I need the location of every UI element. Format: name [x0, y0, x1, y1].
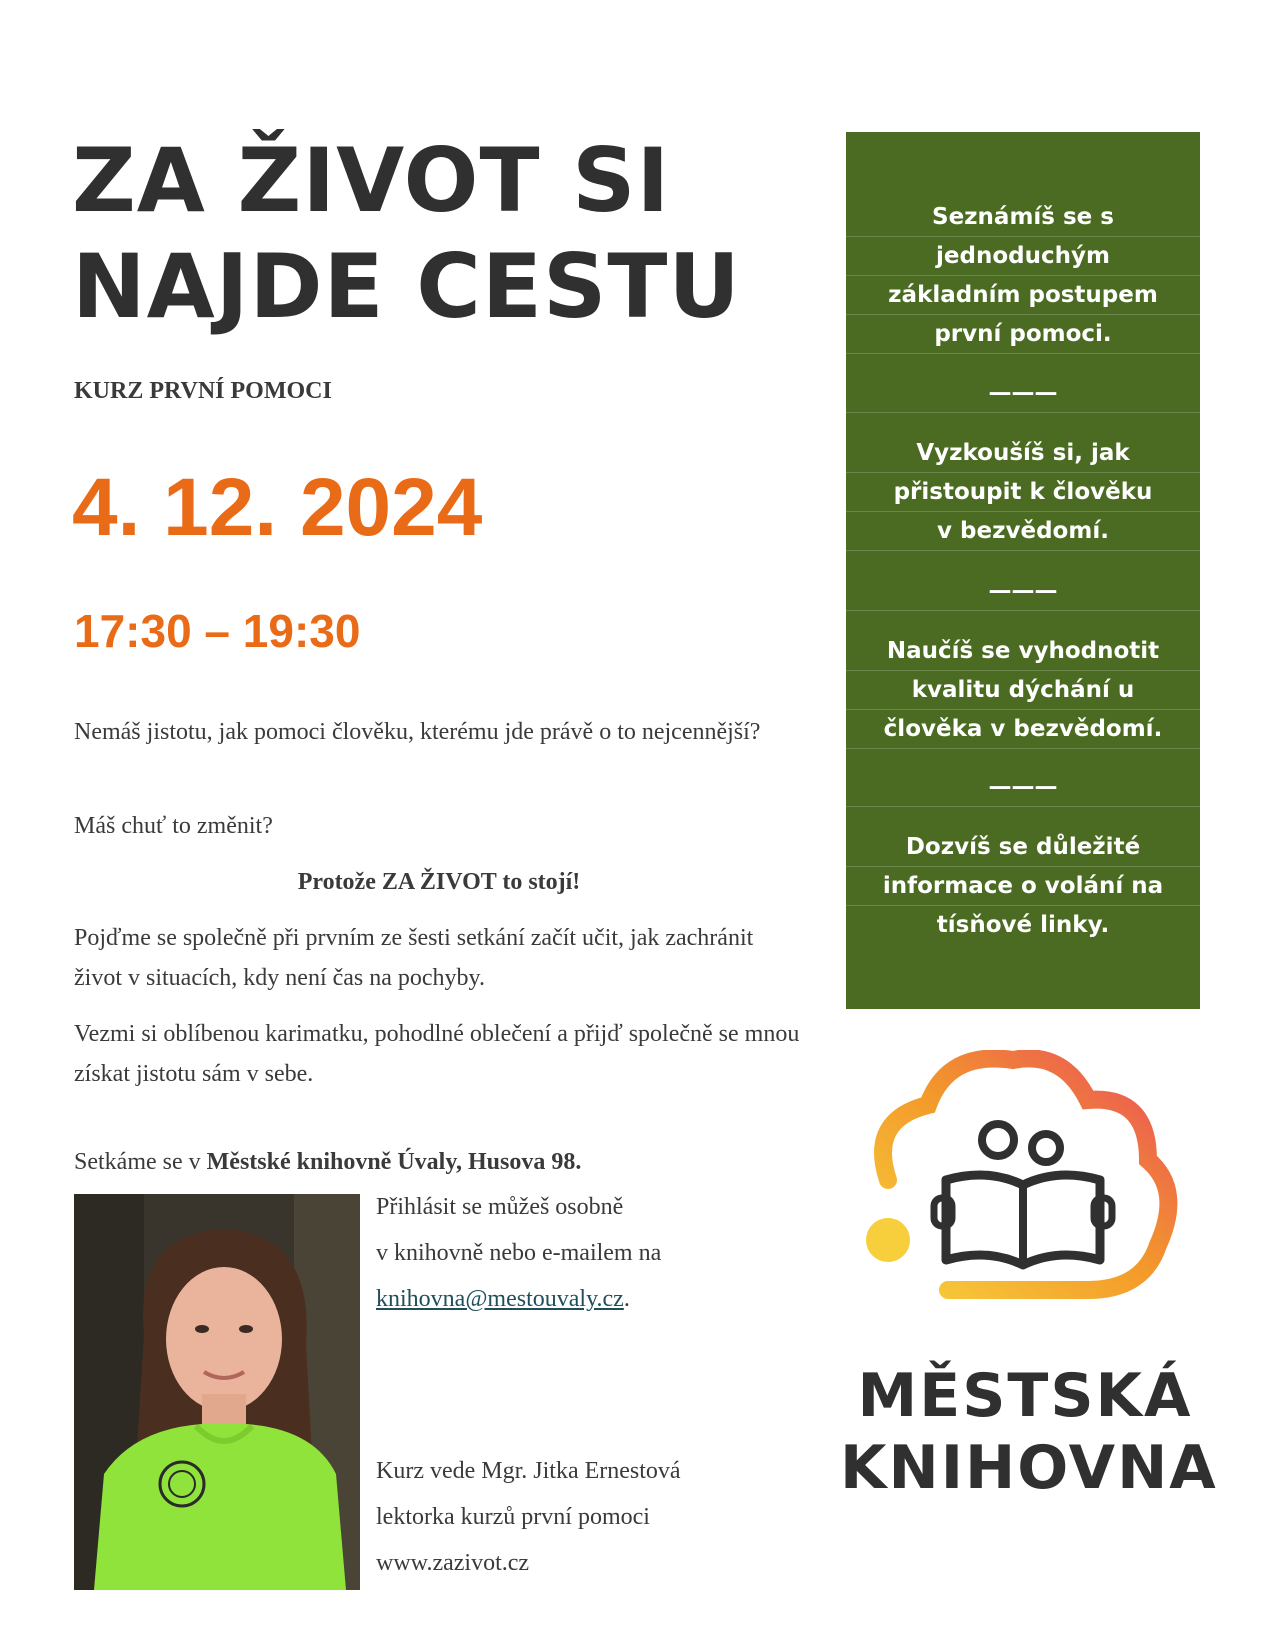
intro-highlight: Protože ZA ŽIVOT to stojí!: [297, 869, 581, 895]
benefit-row: v bezvědomí.: [846, 512, 1200, 551]
library-logo-text: [840, 1360, 1218, 1504]
logo-line-1: MĚSTSKÁ: [857, 1361, 1193, 1431]
email-suffix: .: [623, 1286, 630, 1312]
intro-paragraph-5: Vezmi si oblíbenou karimatku, pohodlné oblečení a přijď společně se mnou získat jistotu sám v sebe.: [74, 1021, 800, 1087]
lecturer-line-2: lektorka kurzů první pomoci: [376, 1504, 650, 1530]
headline-line-1: ZA ŽIVOT SI: [72, 129, 671, 232]
benefit-row: Naučíš se vyhodnotit: [846, 632, 1200, 671]
headline-line-2: NAJDE CESTU: [72, 235, 741, 338]
benefit-row: jednoduchým: [846, 237, 1200, 276]
registration-line-1: Přihlásit se můžeš osobně: [376, 1194, 624, 1220]
lecturer-photo: [74, 1194, 360, 1590]
intro-paragraph-1: Nemáš jistotu, jak pomoci člověku, kterému jde právě o to nejcennější?: [74, 719, 761, 745]
benefit-row: Dozvíš se důležité: [846, 828, 1200, 867]
email-link[interactable]: knihovna@mestouvaly.cz: [376, 1286, 624, 1312]
benefit-separator: ———: [846, 572, 1200, 611]
venue-line: [74, 1142, 804, 1182]
course-subtitle: KURZ PRVNÍ POMOCI: [74, 378, 332, 404]
lecturer-info: [376, 1448, 796, 1586]
event-date: 4. 12. 2024: [72, 462, 483, 553]
benefit-separator: ———: [846, 374, 1200, 413]
benefit-row: Vyzkoušíš si, jak: [846, 434, 1200, 473]
logo-line-2: KNIHOVNA: [840, 1433, 1218, 1503]
venue-prefix: Setkáme se v: [74, 1149, 207, 1175]
benefit-row: první pomoci.: [846, 315, 1200, 354]
registration-line-2: v knihovně nebo e-mailem na: [376, 1240, 662, 1266]
registration-email-line: [376, 1276, 796, 1322]
benefit-row: základním postupem: [846, 276, 1200, 315]
benefit-row: informace o volání na: [846, 867, 1200, 906]
event-time: 17:30 – 19:30: [74, 605, 361, 657]
benefit-separator: ———: [846, 768, 1200, 807]
benefit-row: člověka v bezvědomí.: [846, 710, 1200, 749]
registration-info: [376, 1184, 796, 1322]
benefit-row: Seznámíš se s: [846, 198, 1200, 237]
course-benefits-panel: [846, 132, 1200, 1009]
headline: [72, 128, 792, 340]
benefit-row: přistoupit k člověku: [846, 473, 1200, 512]
library-logo-icon: [848, 1050, 1198, 1350]
intro-paragraph-4: Pojďme se společně při prvním ze šesti setkání začít učit, jak zachránit život v situacích, kdy není čas na pochyby.: [74, 925, 754, 991]
venue-place: Městské knihovně Úvaly, Husova 98.: [206, 1149, 582, 1175]
benefit-row: kvalitu dýchání u: [846, 671, 1200, 710]
lecturer-website: www.zazivot.cz: [376, 1550, 530, 1576]
benefit-row: tísňové linky.: [936, 912, 1110, 938]
lecturer-line-1: Kurz vede Mgr. Jitka Ernestová: [376, 1458, 681, 1484]
intro-paragraph-2: Máš chuť to změnit?: [74, 813, 273, 839]
